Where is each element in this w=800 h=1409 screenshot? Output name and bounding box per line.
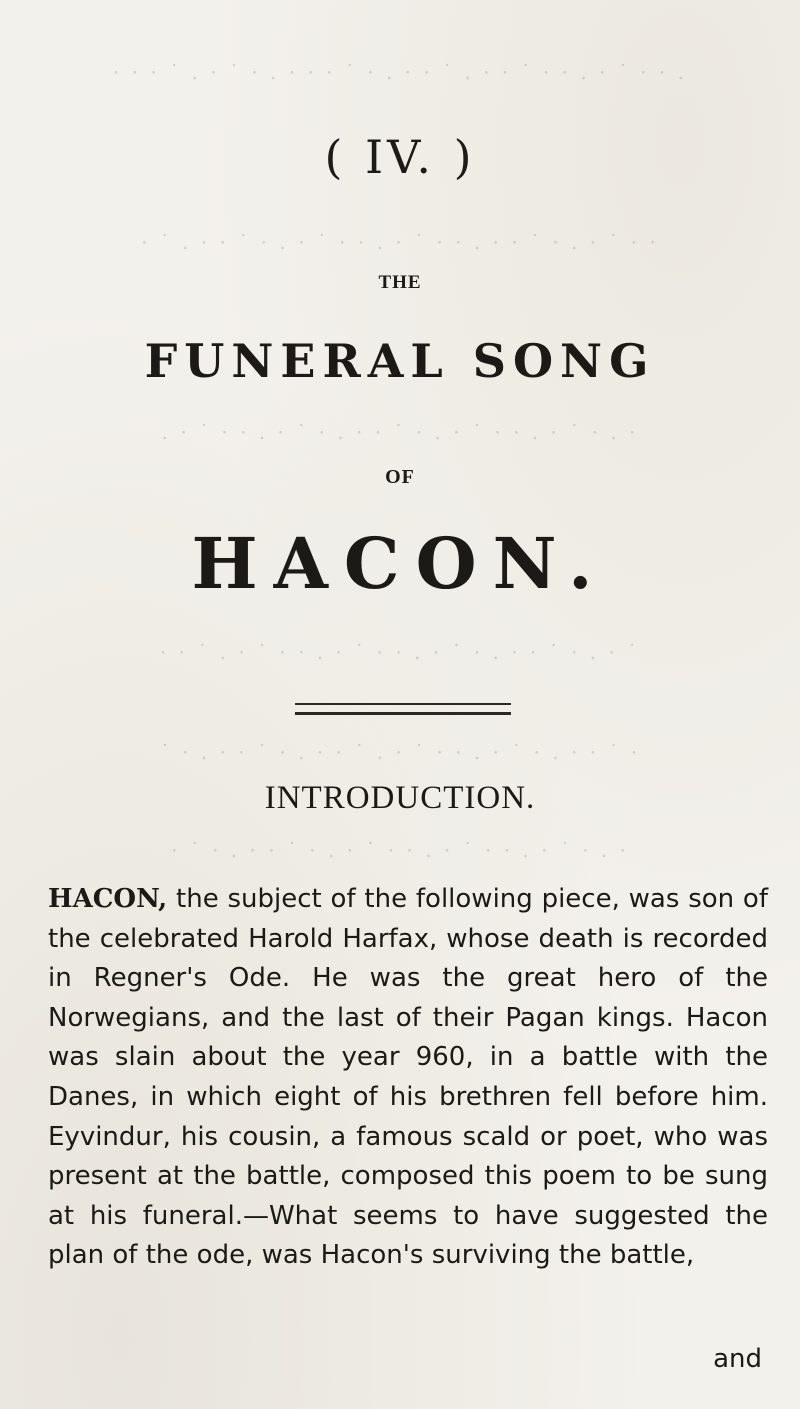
show-through-text: . · ˙ · · . · ˙ · . · · ˙ · . · ˙ · · . · ˙ · . · xyxy=(161,420,639,444)
introduction-paragraph xyxy=(48,880,768,1276)
show-through-text: · · ˙ . · ˙ · · . · ˙ · · . · ˙ · . · · ˙ · . · ˙ xyxy=(159,640,641,664)
show-through-text: · ˙ · . · · ˙ · . · ˙ · · . · ˙ · · . · ˙ · . · xyxy=(170,838,629,862)
page-number: ( IV. ) xyxy=(324,130,476,184)
section-heading: INTRODUCTION. xyxy=(264,780,536,816)
decorative-rule xyxy=(295,703,511,715)
show-through-text: ˙ · . · · ˙ · . · · ˙ . · ˙ · · . · ˙ · . · · ˙ · xyxy=(159,740,641,764)
body-text xyxy=(48,880,768,1276)
paragraph-text: the subject of the following piece, was son of the celebrated Harold Harfax, whose death is recorded in Regner's Ode. He was the great hero of the Norwegians, and the last of their Pagan kings. Hacon was slain about the year 960, in a battle with the Danes, in which eight of his brethren fell before him. Eyvindur, his cousin, a famous scald or poet, who was present at the battle, composed this poem to be sung at his funeral.—What seems to have suggested the plan of the ode, was Hacon's surviving the battle, xyxy=(48,884,768,1271)
show-through-text: · ˙ . · · ˙ · . · ˙ · · . · ˙ · · . · · ˙ · . · ˙ · · xyxy=(141,230,659,254)
lead-word: HACON, xyxy=(48,884,168,914)
title-article: THE xyxy=(378,272,422,293)
title-subject: HACON. xyxy=(191,522,609,605)
page-title: FUNERAL SONG xyxy=(144,334,656,388)
catchword: and xyxy=(713,1344,762,1374)
title-preposition: OF xyxy=(385,466,415,488)
show-through-text: · · · ˙ . · ˙ · . · · · ˙ · . · · ˙ . · · ˙ · · . · ˙ · · . xyxy=(113,60,687,84)
